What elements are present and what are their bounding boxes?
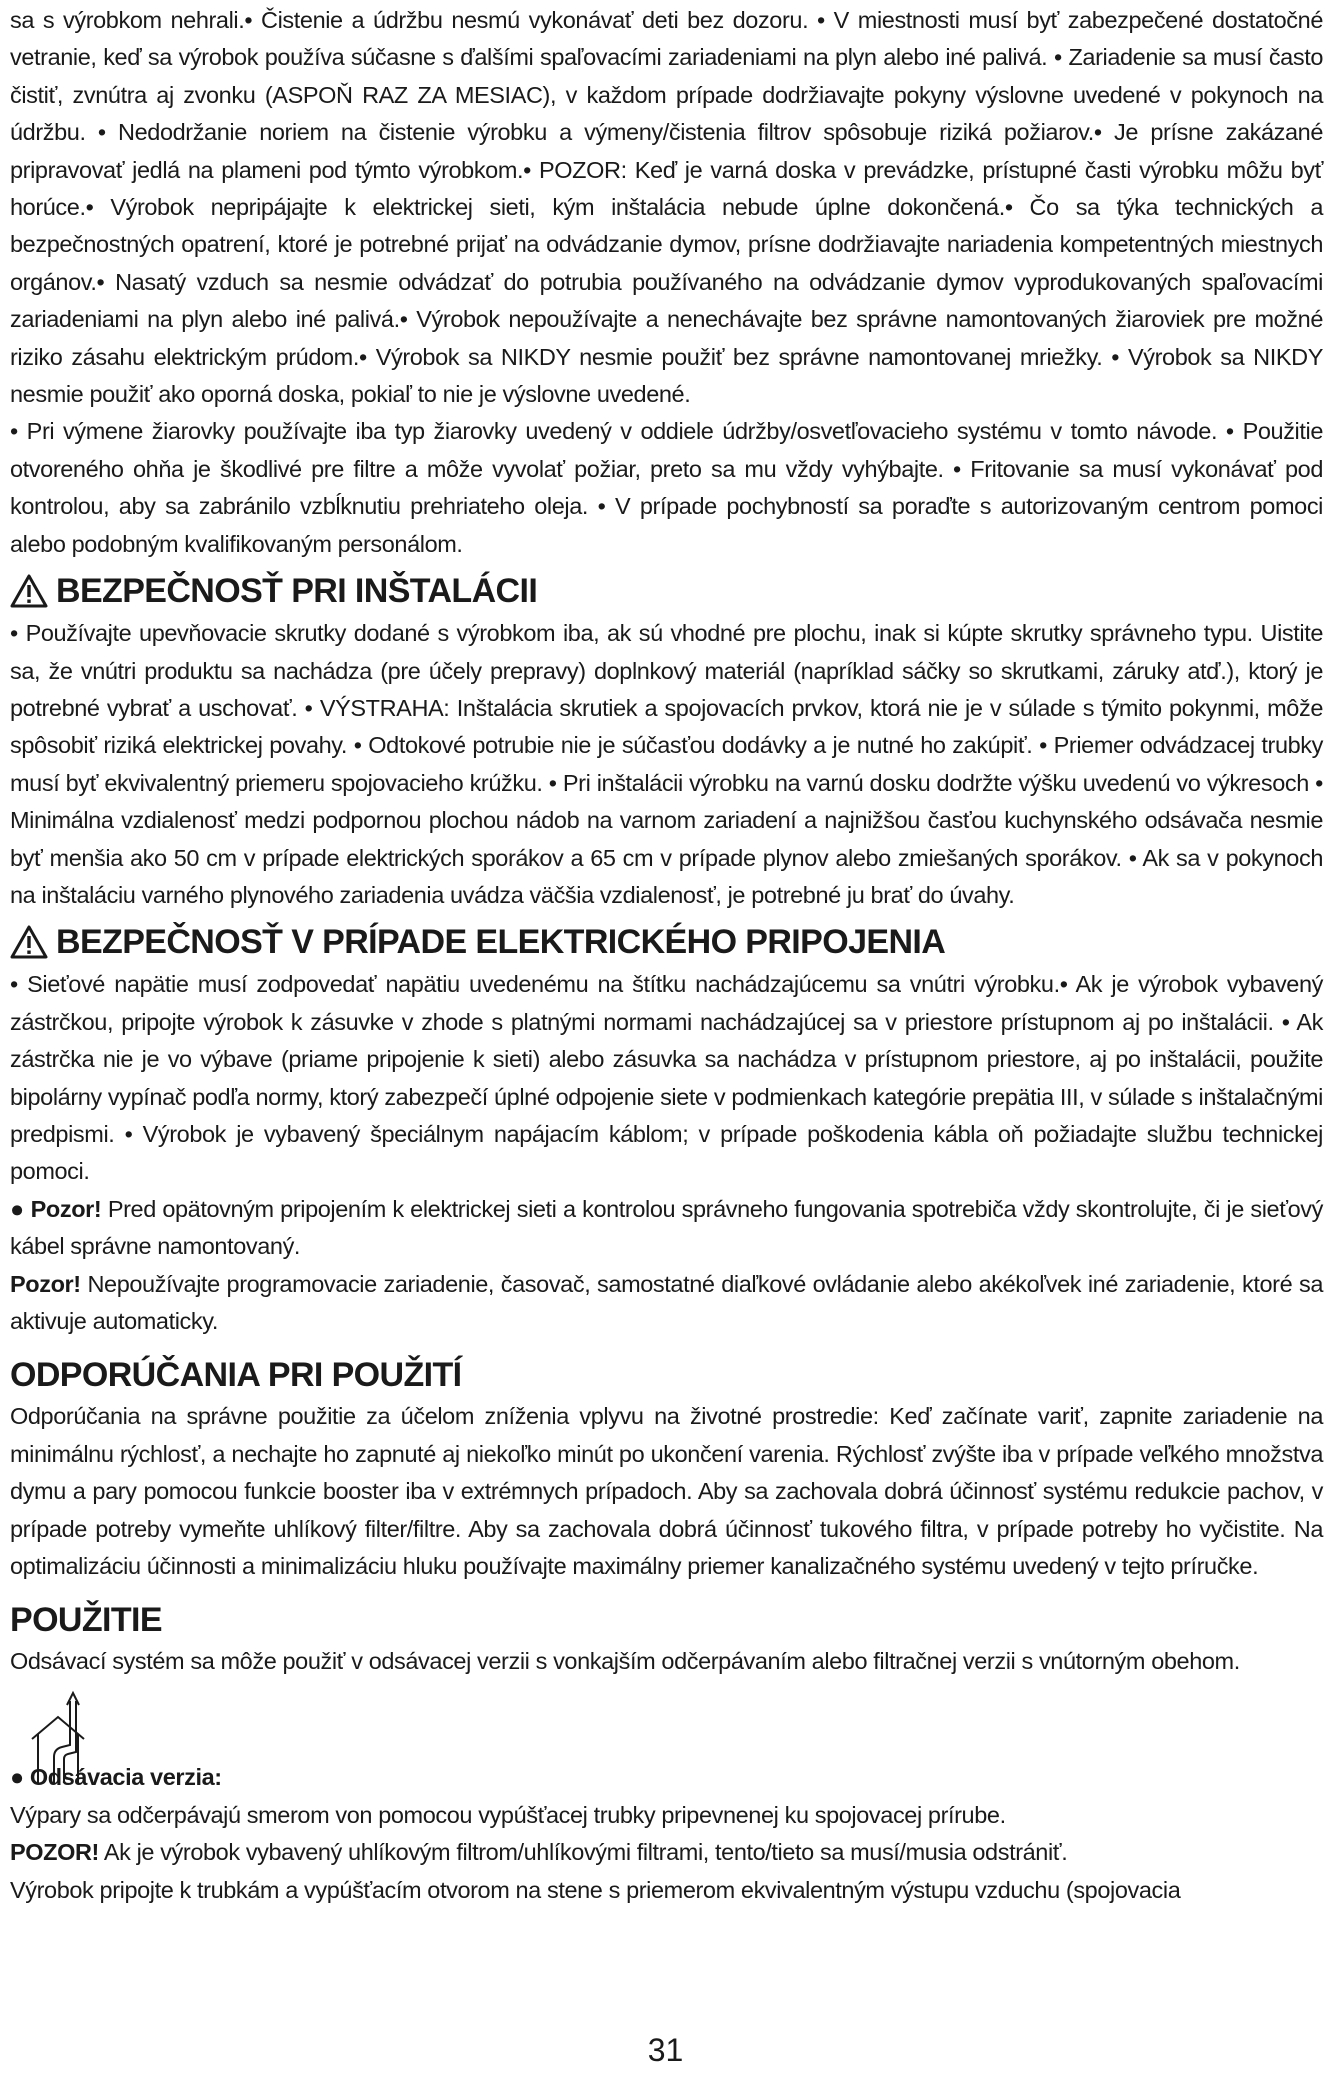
extraction-connection-paragraph: Výrobok pripojte k trubkám a vypúšťacím otvorom na stene s priemerom ekvivalentným výstupu vzduchu (spojovacia — [10, 1876, 1181, 1903]
intro-paragraph: sa s výrobkom nehrali.• Čistenie a údržbu nesmú vykonávať deti bez dozoru. • V miestnosti musí byť zabezpečené dostatočné vetranie, keď sa výrobok používa súčasne s ďalšími spaľovacími zariadeniami na plyn alebo iné palivá. • Zariadenie sa musí často čistiť, zvnútra aj zvonku (ASPOŇ RAZ ZA MESIAC), v každom prípade dodržiavajte pokyny výslovne uvedené v pokynoch na údržbu. • Nedodržanie noriem na čistenie výrobku a výmeny/čistenia filtrov spôsobuje riziká požiarov.• Je prísne zakázané pripravovať jedlá na plameni pod týmto výrobkom.• POZOR: Keď je varná doska v prevádzke, prístupné časti výrobku môžu byť horúce.• Výrobok nepripájajte k elektrickej sieti, kým inštalácia nebude úplne dokončená.• Čo sa týka technických a bezpečnostných opatrení, ktoré je potrebné prijať na odvádzanie dymov, prísne dodržiavajte nariadenia kompetentných miestnych orgánov.• Nasatý vzduch sa nesmie odvádzať do potrubia používaného na odvádzanie dymov vyprodukovaných spaľovacími zariadeniami na plyn alebo iné palivá.• Výrobok nepoužívajte a nenechávajte bez správne namontovaných žiaroviek pre možné riziko zásahu elektrickým prúdom.• Výrobok sa NIKDY nesmie použiť bez správne namontovanej mriežky. • Výrobok sa NIKDY nesmie použiť ako oporná doska, pokiaľ to nie je výslovne uvedené. — [10, 7, 1323, 408]
install-safety-heading: BEZPEČNOSŤ PRI INŠTALÁCII — [56, 572, 538, 611]
install-safety-heading-row — [10, 567, 1323, 615]
intro-paragraph-2: • Pri výmene žiarovky používajte iba typ žiarovky uvedený v oddiele údržby/osvetľovacieho systému v tomto návode. • Použitie otvoreného ohňa je škodlivé pre filtre a môže vyvolať požiar, preto sa mu vždy vyhýbajte. • Fritovanie sa musí vykonávať pod kontrolou, aby sa zabránilo vzbĺknutiu prehriateho oleja. • V prípade pochybností sa poraďte s autorizovaným centrom pomoci alebo podobným kvalifikovaným personálom. — [10, 418, 1323, 557]
electric-safety-heading: BEZPEČNOSŤ V PRÍPADE ELEKTRICKÉHO PRIPOJENIA — [56, 923, 946, 962]
electric-safety-heading-row — [10, 918, 1323, 966]
bullet: ● — [10, 1195, 25, 1222]
recommendations-paragraph: Odporúčania na správne použitie za účelom zníženia vplyvu na životné prostredie: Keď začínate variť, zapnite zariadenie na minimálnu rýchlosť, a nechajte ho zapnuté aj niekoľko minút po ukončení varenia. Rýchlosť zvýšte iba v prípade veľkého množstva dymu a pary pomocou funkcie booster iba v extrémnych prípadoch. Aby sa zachovala dobrá účinnosť systému redukcie pachov, v prípade potreby vymeňte uhlíkový filter/filtre. Aby sa zachovala dobrá účinnosť tukového filtra, v prípade potreby ho vyčistite. Na optimalizáciu účinnosti a minimalizáciu hluku používajte maximálny priemer kanalizačného systému uvedený v tejto príručke. — [10, 1403, 1323, 1580]
usage-paragraph: Odsávací systém sa môže použiť v odsávacej verzii s vonkajším odčerpávaním alebo filtračnej verzii s vnútorným obehom. — [10, 1648, 1240, 1675]
warning-label: POZOR! — [10, 1839, 99, 1866]
extraction-paragraph: Výpary sa odčerpávajú smerom von pomocou vypúšťacej trubky pripevnenej ku spojovacej prírube. — [10, 1801, 1006, 1828]
usage-heading-row — [10, 1597, 1323, 1643]
warning-icon — [10, 574, 48, 608]
electric-safety-paragraph: • Sieťové napätie musí zodpovedať napätiu uvedenému na štítku nachádzajúcemu sa vnútri výrobku.• Ak je výrobok vybavený zástrčkou, pripojte výrobok k zásuvke v zhode s platnými normami nachádzajúcej sa v priestore prístupnom aj po inštalácii. • Ak zástrčka nie je vo výbave (priame pripojenie k sieti) alebo zásuvka sa nachádza v prístupnom priestore, aj po inštalácii, použite bipolárny vypínač podľa normy, ktorý zabezpečí úplné odpojenie siete v podmienkach kategórie prepätia III, v súlade s inštalačnými predpismi. • Výrobok je vybavený špeciálnym napájacím káblom; v prípade poškodenia kábla oň požiadajte službu technickej pomoci. — [10, 971, 1323, 1185]
warning-text: Nepoužívajte programovacie zariadenie, časovač, samostatné diaľkové ovládanie alebo akékoľvek iné zariadenie, ktoré sa aktivuje automaticky. — [10, 1270, 1323, 1334]
extraction-version-label: ● Odsávacia verzia: — [10, 1764, 222, 1791]
install-safety-paragraph: • Používajte upevňovacie skrutky dodané s výrobkom iba, ak sú vhodné pre plochu, inak si kúpte skrutky správneho typu. Uistite sa, že vnútri produktu sa nachádza (pre účely prepravy) doplnkový materiál (napríklad sáčky so skrutkami, záruky atď.), ktorý je potrebné vybrať a uschovať. • VÝSTRAHA: Inštalácia skrutiek a spojovacích prvkov, ktorá nie je v súlade s týmito pokynmi, môže spôsobiť riziká elektrickej povahy. • Odtokové potrubie nie je súčasťou dodávky a je nutné ho zakúpiť. • Priemer odvádzacej trubky musí byť ekvivalentný priemeru spojovacieho krúžku. • Pri inštalácii výrobku na varnú dosku dodržte výšku uvedenú vo výkresoch • Minimálna vzdialenosť medzi podpornou plochou nádob na varnom zariadení a najnižšou časťou kuchynského odsávača nesmie byť menšia ako 50 cm v prípade elektrických sporákov a 65 cm v prípade plynov alebo zmiešaných sporákov. • Ak sa v pokynoch na inštaláciu varného plynového zariadenia uvádza väčšia vzdialenosť, je potrebné ju brať do úvahy. — [10, 620, 1323, 908]
extraction-version-row — [10, 1687, 1323, 1797]
page-number: 31 — [647, 2032, 684, 2068]
electric-warning-paragraph — [10, 1191, 1323, 1266]
warning-label: Pozor! — [10, 1270, 81, 1297]
recommendations-heading: ODPORÚČANIA PRI POUŽITÍ — [10, 1356, 462, 1395]
warning-label: Pozor! — [30, 1195, 102, 1222]
warning-icon — [10, 925, 48, 959]
electric-warning-paragraph-2 — [10, 1266, 1323, 1341]
recommendations-heading-row — [10, 1352, 1323, 1398]
extraction-warning-paragraph — [10, 1834, 1323, 1871]
warning-text: Ak je výrobok vybavený uhlíkovým filtrom/uhlíkovými filtrami, tento/tieto sa musí/musia odstrániť. — [103, 1839, 1068, 1866]
usage-heading: POUŽITIE — [10, 1601, 162, 1640]
warning-text: Pred opätovným pripojením k elektrickej sieti a kontrolou správneho fungovania spotrebiča vždy skontrolujte, či je sieťový kábel správne namontovaný. — [10, 1195, 1324, 1260]
